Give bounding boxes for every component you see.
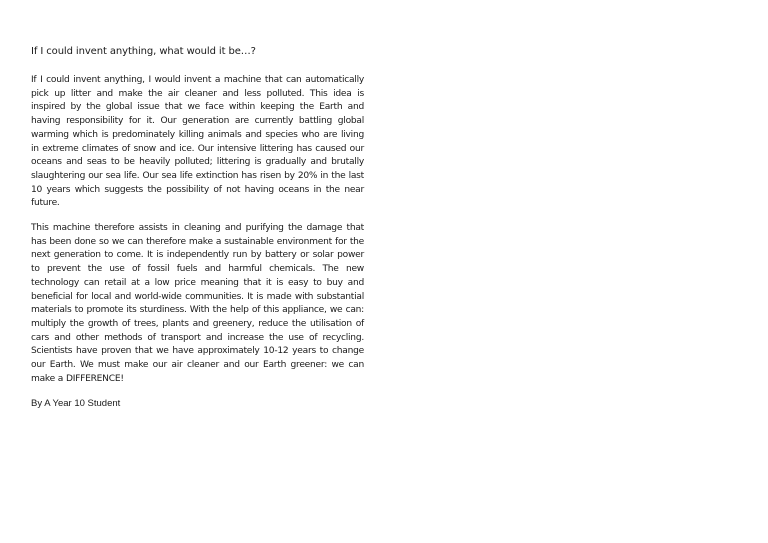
document-title: If I could invent anything, what would it be…? xyxy=(31,46,256,57)
author-line: By A Year 10 Student xyxy=(31,398,121,410)
paragraph-2: This machine therefore assists in cleaning and purifying the damage that has been done so we can therefore make a sustainable environment for the next generation to come. It is independently run by battery or solar power to prevent the use of fossil fuels and harmful chemicals. The new technology can retail at a low price meaning that it is easy to buy and beneficial for local and world-wide communities. It is made with substantial materials to promote its sturdiness. With the help of this appliance, we can: multiply the growth of trees, plants and greenery, reduce the utilisation of cars and other methods of transport and increase the use of recycling. Scientists have proven that we have approximately 10-12 years to change our Earth. We must make our air cleaner and our Earth greener: we can make a DIFFERENCE! xyxy=(31,223,364,384)
paragraph-1: If I could invent anything, I would invent a machine that can automatically pick up litter and make the air cleaner and less polluted. This idea is inspired by the global issue that we face within keeping the Earth and having responsibility for it. Our generation are currently battling global warming which is predominately killing animals and species who are living in extreme climates of snow and ice. Our intensive littering has caused our oceans and seas to be heavily polluted; littering is gradually and brutally slaughtering our sea life. Our sea life extinction has risen by 20% in the last 10 years which suggests the possibility of not having oceans in the near future. xyxy=(31,75,364,209)
document-page xyxy=(31,45,364,410)
